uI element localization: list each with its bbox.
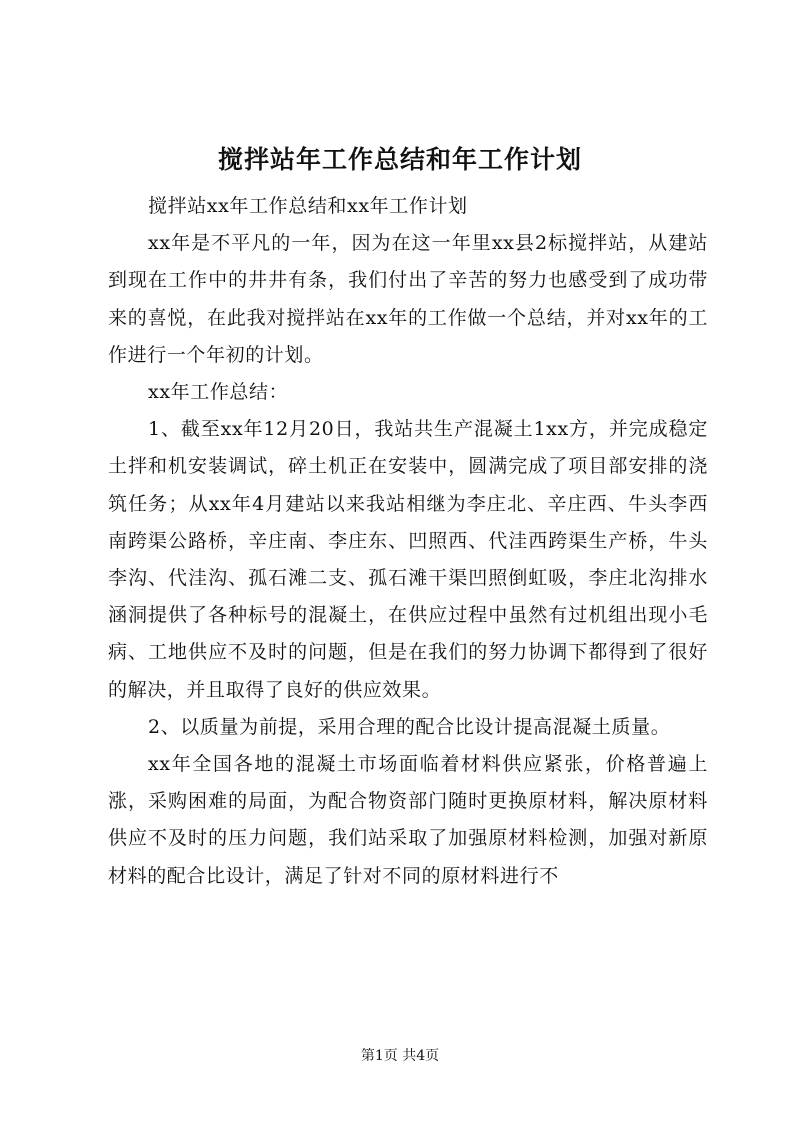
- paragraph-materials: xx年全国各地的混凝土市场面临着材料供应紧张，价格普遍上涨，采购困难的局面，为配合物资部门随时更换原材料，解决原材料供应不及时的压力问题，我们站采取了加强原材料检测，加强对新原材料的配合比设计，满足了针对不同的原材料进行不: [108, 753, 708, 887]
- paragraph-item-2: 2、以质量为前提，采用合理的配合比设计提高混凝土质量。: [148, 715, 671, 738]
- document-body: [108, 188, 708, 895]
- document-title: 搅拌站年工作总结和年工作计划: [217, 145, 582, 174]
- paragraph-summary-heading: xx年工作总结：: [148, 381, 289, 404]
- paragraph-item-1: 1、截至xx年12月20日，我站共生产混凝土1xx方，并完成稳定土拌和机安装调试，碎土机正在安装中，圆满完成了项目部安排的浇筑任务；从xx年4月建站以来我站相继为李庄北、辛庄西、牛头李西南跨渠公路桥，辛庄南、李庄东、凹照西、代洼西跨渠生产桥，牛头李沟、代洼沟、孤石滩二支、孤石滩干渠凹照倒虹吸，李庄北沟排水涵洞提供了各种标号的混凝土，在供应过程中虽然有过机组出现小毛病、工地供应不及时的问题，但是在我们的努力协调下都得到了很好的解决，并且取得了良好的供应效果。: [108, 418, 708, 701]
- page-footer: 第1页 共4页: [360, 1048, 440, 1064]
- paragraph-intro: xx年是不平凡的一年，因为在这一年里xx县2标搅拌站，从建站到现在工作中的井井有条，我们付出了辛苦的努力也感受到了成功带来的喜悦，在此我对搅拌站在xx年的工作做一个总结，并对xx年的工作进行一个年初的计划。: [108, 232, 708, 366]
- paragraph-subtitle: 搅拌站xx年工作总结和xx年工作计划: [148, 195, 468, 217]
